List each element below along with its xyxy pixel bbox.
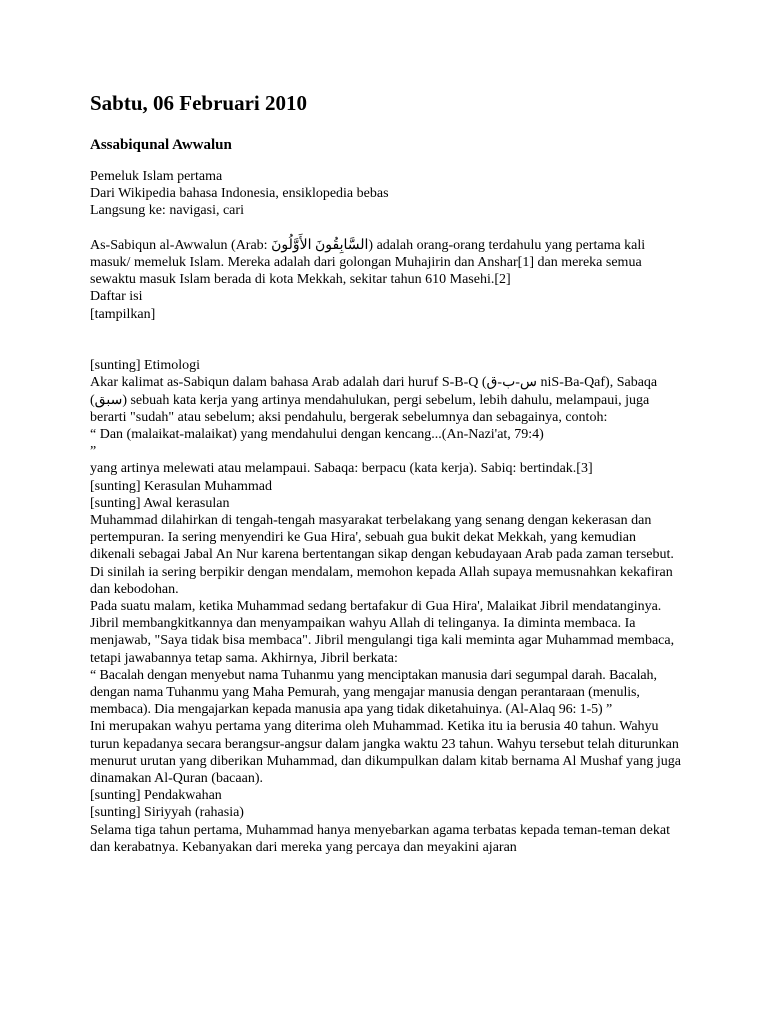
quote-al-alaq: “ Bacalah dengan menyebut nama Tuhanmu yang menciptakan manusia dari segumpal darah. Bacalah, dengan nama Tuhanmu yang Maha Pemurah, yang mengajar manusia dengan perantaraan (menulis, membaca). Dia mengajarkan kepada manusia apa yang tidak diketahuinya. (Al-Alaq 96: 1-5) ” <box>90 667 657 718</box>
spacer <box>90 323 682 357</box>
post-title: Assabiqunal Awwalun <box>90 137 232 153</box>
section-heading-etimologi: [sunting] Etimologi <box>90 358 201 374</box>
birth-paragraph: Muhammad dilahirkan di tengah-tengah masyarakat terbelakang yang senang dengan kekerasan dan pertempuran. Ia sering menyendiri ke Gua Hira', sebuah gua bukit dekat Mekkah, yang kemudian dikenali sebagai Jabal An Nur karena bertentangan sikap dengan kebudayaan Arab pada zaman tersebut. Di sinilah ia sering berpikir dengan mendalam, memohon kepada Allah supaya memusnahkan kekafiran dan kebodohan. <box>90 513 674 597</box>
section-heading-siriyyah: [sunting] Siriyyah (rahasia) <box>90 805 244 821</box>
meaning-paragraph: yang artinya melewati atau melampaui. Sabaqa: berpacu (kata kerja). Sabiq: bertindak.[3] <box>90 461 593 477</box>
spacer <box>90 220 682 237</box>
section-heading-pendakwahan: [sunting] Pendakwahan <box>90 788 222 804</box>
toc-label: Daftar isi <box>90 289 143 305</box>
revelation-paragraph: Pada suatu malam, ketika Muhammad sedang bertafakur di Gua Hira', Malaikat Jibril mendatanginya. Jibril membangkitkannya dan menyampaikan wahyu Allah di telinganya. Ia diminta membaca. Ia menjawab, "Saya tidak bisa membaca". Jibril mengulangi tiga kali meminta agar Muhammad membaca, tetapi jawabannya tetap sama. Akhirnya, Jibril berkata: <box>90 599 675 666</box>
post-date-heading: Sabtu, 06 Februari 2010 <box>90 91 308 115</box>
siriyyah-paragraph: Selama tiga tahun pertama, Muhammad hanya menyebarkan agama terbatas kepada teman-teman dekat dan kerabatnya. Kebanyakan dari mereka yang percaya dan meyakini ajaran <box>90 822 670 855</box>
section-heading-kerasulan: [sunting] Kerasulan Muhammad <box>90 478 272 494</box>
article-body <box>90 168 682 856</box>
quote-nazi-at: “ Dan (malaikat-malaikat) yang mendahului dengan kencang...(An-Nazi'at, 79:4) <box>90 427 544 443</box>
quote-close-mark: ” <box>90 444 97 460</box>
first-revelation-paragraph: Ini merupakan wahyu pertama yang diterima oleh Muhammad. Ketika itu ia berusia 40 tahun. Wahyu turun kepadanya secara berangsur-angsur dalam jangka waktu 23 tahun. Wahyu tersebut telah diturunkan menurut urutan yang diberikan Muhammad, dan dikumpulkan dalam kitab bernama Al Mushaf yang juga dinamakan Al-Quran (bacaan). <box>90 719 681 787</box>
navigation-line: Langsung ke: navigasi, cari <box>90 203 244 219</box>
intro-paragraph: As-Sabiqun al-Awwalun (Arab: السَّابِقُونَ الأَوَّلُونَ) adalah orang-orang terdahulu yang pertama kali masuk/ memeluk Islam. Mereka adalah dari golongan Muhajirin dan Anshar[1] dan mereka semua sewaktu masuk Islam berada di kota Mekkah, sekitar tahun 610 Masehi.[2] <box>90 237 646 288</box>
section-heading-awal-kerasulan: [sunting] Awal kerasulan <box>90 495 230 511</box>
article-heading: Pemeluk Islam pertama <box>90 169 223 184</box>
article-source-line: Dari Wikipedia bahasa Indonesia, ensiklopedia bebas <box>90 186 389 202</box>
toc-toggle: [tampilkan] <box>90 306 156 322</box>
etimologi-paragraph: Akar kalimat as-Sabiqun dalam bahasa Arab adalah dari huruf S-B-Q (س-ب-ق niS-Ba-Qaf), Sabaqa (سبق) sebuah kata kerja yang artinya mendahulukan, pergi sebelum, lebih dahulu, melampaui, juga berarti "sudah" atau sebelum; aksi pendahulu, bergerak sebelumnya dan sebagainya, contoh: <box>90 375 658 425</box>
